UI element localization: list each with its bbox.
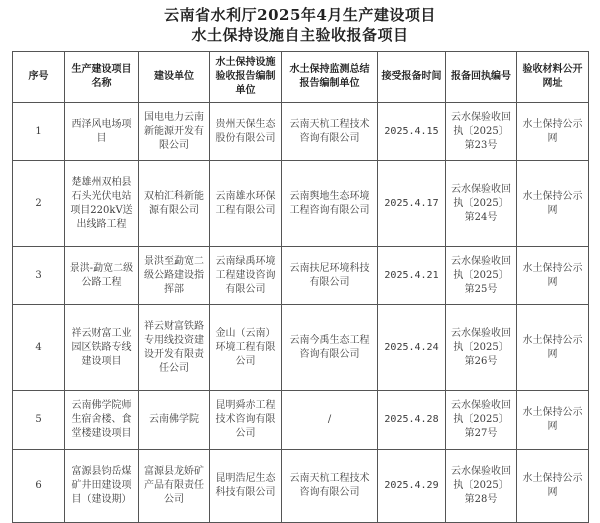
table-row	[13, 391, 589, 450]
cell-monitoring-report-unit: /	[282, 391, 378, 450]
cell-receipt-number: 云水保验收回执〔2025〕第26号	[446, 305, 517, 391]
cell-receipt-number: 云水保验收回执〔2025〕第25号	[446, 247, 517, 305]
cell-project-name: 西泽风电场项目	[65, 103, 139, 161]
cell-index: 1	[13, 103, 65, 161]
cell-index: 2	[13, 161, 65, 247]
cell-acceptance-report-unit: 金山（云南）环境工程有限公司	[210, 305, 282, 391]
cell-acceptance-report-unit: 贵州天保生态股份有限公司	[210, 103, 282, 161]
table-row	[13, 305, 589, 391]
header-builder: 建设单位	[139, 52, 210, 103]
document-title-line2: 水土保持设施自主验收报备项目	[191, 26, 409, 44]
cell-builder: 双柏汇科新能源有限公司	[139, 161, 210, 247]
cell-public-url: 水土保持公示网	[517, 391, 589, 450]
header-index: 序号	[13, 52, 65, 103]
cell-filing-date: 2025.4.21	[378, 247, 446, 305]
cell-receipt-number: 云水保验收回执〔2025〕第24号	[446, 161, 517, 247]
cell-index: 5	[13, 391, 65, 450]
cell-builder: 富源县龙娇矿产品有限责任公司	[139, 450, 210, 523]
cell-monitoring-report-unit: 云南今禹生态工程咨询有限公司	[282, 305, 378, 391]
cell-filing-date: 2025.4.28	[378, 391, 446, 450]
cell-acceptance-report-unit: 云南绿禹环境工程建设咨询有限公司	[210, 247, 282, 305]
table-row	[13, 103, 589, 161]
cell-index: 4	[13, 305, 65, 391]
header-acceptance-report-unit: 水土保持设施验收报告编制单位	[210, 52, 282, 103]
cell-filing-date: 2025.4.24	[378, 305, 446, 391]
cell-public-url: 水土保持公示网	[517, 305, 589, 391]
header-public-url: 验收材料公开网址	[517, 52, 589, 103]
cell-public-url: 水土保持公示网	[517, 450, 589, 523]
table-row	[13, 450, 589, 523]
header-monitoring-report-unit: 水土保持监测总结报告编制单位	[282, 52, 378, 103]
cell-filing-date: 2025.4.17	[378, 161, 446, 247]
cell-project-name: 景洪-勐宽二级公路工程	[65, 247, 139, 305]
cell-builder: 景洪至勐宽二级公路建设指挥部	[139, 247, 210, 305]
cell-monitoring-report-unit: 云南天杭工程技术咨询有限公司	[282, 450, 378, 523]
table-row	[13, 161, 589, 247]
cell-acceptance-report-unit: 昆明浩尼生态科技有限公司	[210, 450, 282, 523]
cell-index: 6	[13, 450, 65, 523]
cell-monitoring-report-unit: 云南扶尼环境科技有限公司	[282, 247, 378, 305]
cell-acceptance-report-unit: 云南雄水环保工程有限公司	[210, 161, 282, 247]
header-receipt-number: 报备回执编号	[446, 52, 517, 103]
cell-builder: 国电电力云南新能源开发有限公司	[139, 103, 210, 161]
cell-builder: 祥云财富铁路专用线投资建设开发有限责任公司	[139, 305, 210, 391]
cell-project-name: 云南佛学院师生宿舍楼、食堂楼建设项目	[65, 391, 139, 450]
cell-filing-date: 2025.4.15	[378, 103, 446, 161]
filing-table	[12, 51, 589, 523]
cell-receipt-number: 云水保验收回执〔2025〕第23号	[446, 103, 517, 161]
cell-public-url: 水土保持公示网	[517, 103, 589, 161]
cell-acceptance-report-unit: 昆明舜赤工程技术咨询有限公司	[210, 391, 282, 450]
cell-public-url: 水土保持公示网	[517, 247, 589, 305]
header-filing-date: 接受报备时间	[378, 52, 446, 103]
cell-receipt-number: 云水保验收回执〔2025〕第28号	[446, 450, 517, 523]
document-title-line1: 云南省水利厅2025年4月生产建设项目	[164, 6, 436, 24]
cell-monitoring-report-unit: 云南天杭工程技术咨询有限公司	[282, 103, 378, 161]
cell-builder: 云南佛学院	[139, 391, 210, 450]
cell-receipt-number: 云水保验收回执〔2025〕第27号	[446, 391, 517, 450]
cell-project-name: 祥云财富工业园区铁路专线建设项目	[65, 305, 139, 391]
cell-filing-date: 2025.4.29	[378, 450, 446, 523]
cell-index: 3	[13, 247, 65, 305]
table-header-row	[13, 52, 589, 103]
cell-public-url: 水土保持公示网	[517, 161, 589, 247]
header-project-name: 生产建设项目名称	[65, 52, 139, 103]
table-row	[13, 247, 589, 305]
cell-project-name: 富源县钧岳煤矿井田建设项目（建设期）	[65, 450, 139, 523]
cell-project-name: 楚雄州双柏县石头光伏电站项目220kV送出线路工程	[65, 161, 139, 247]
cell-monitoring-report-unit: 云南舆地生态环境工程咨询有限公司	[282, 161, 378, 247]
